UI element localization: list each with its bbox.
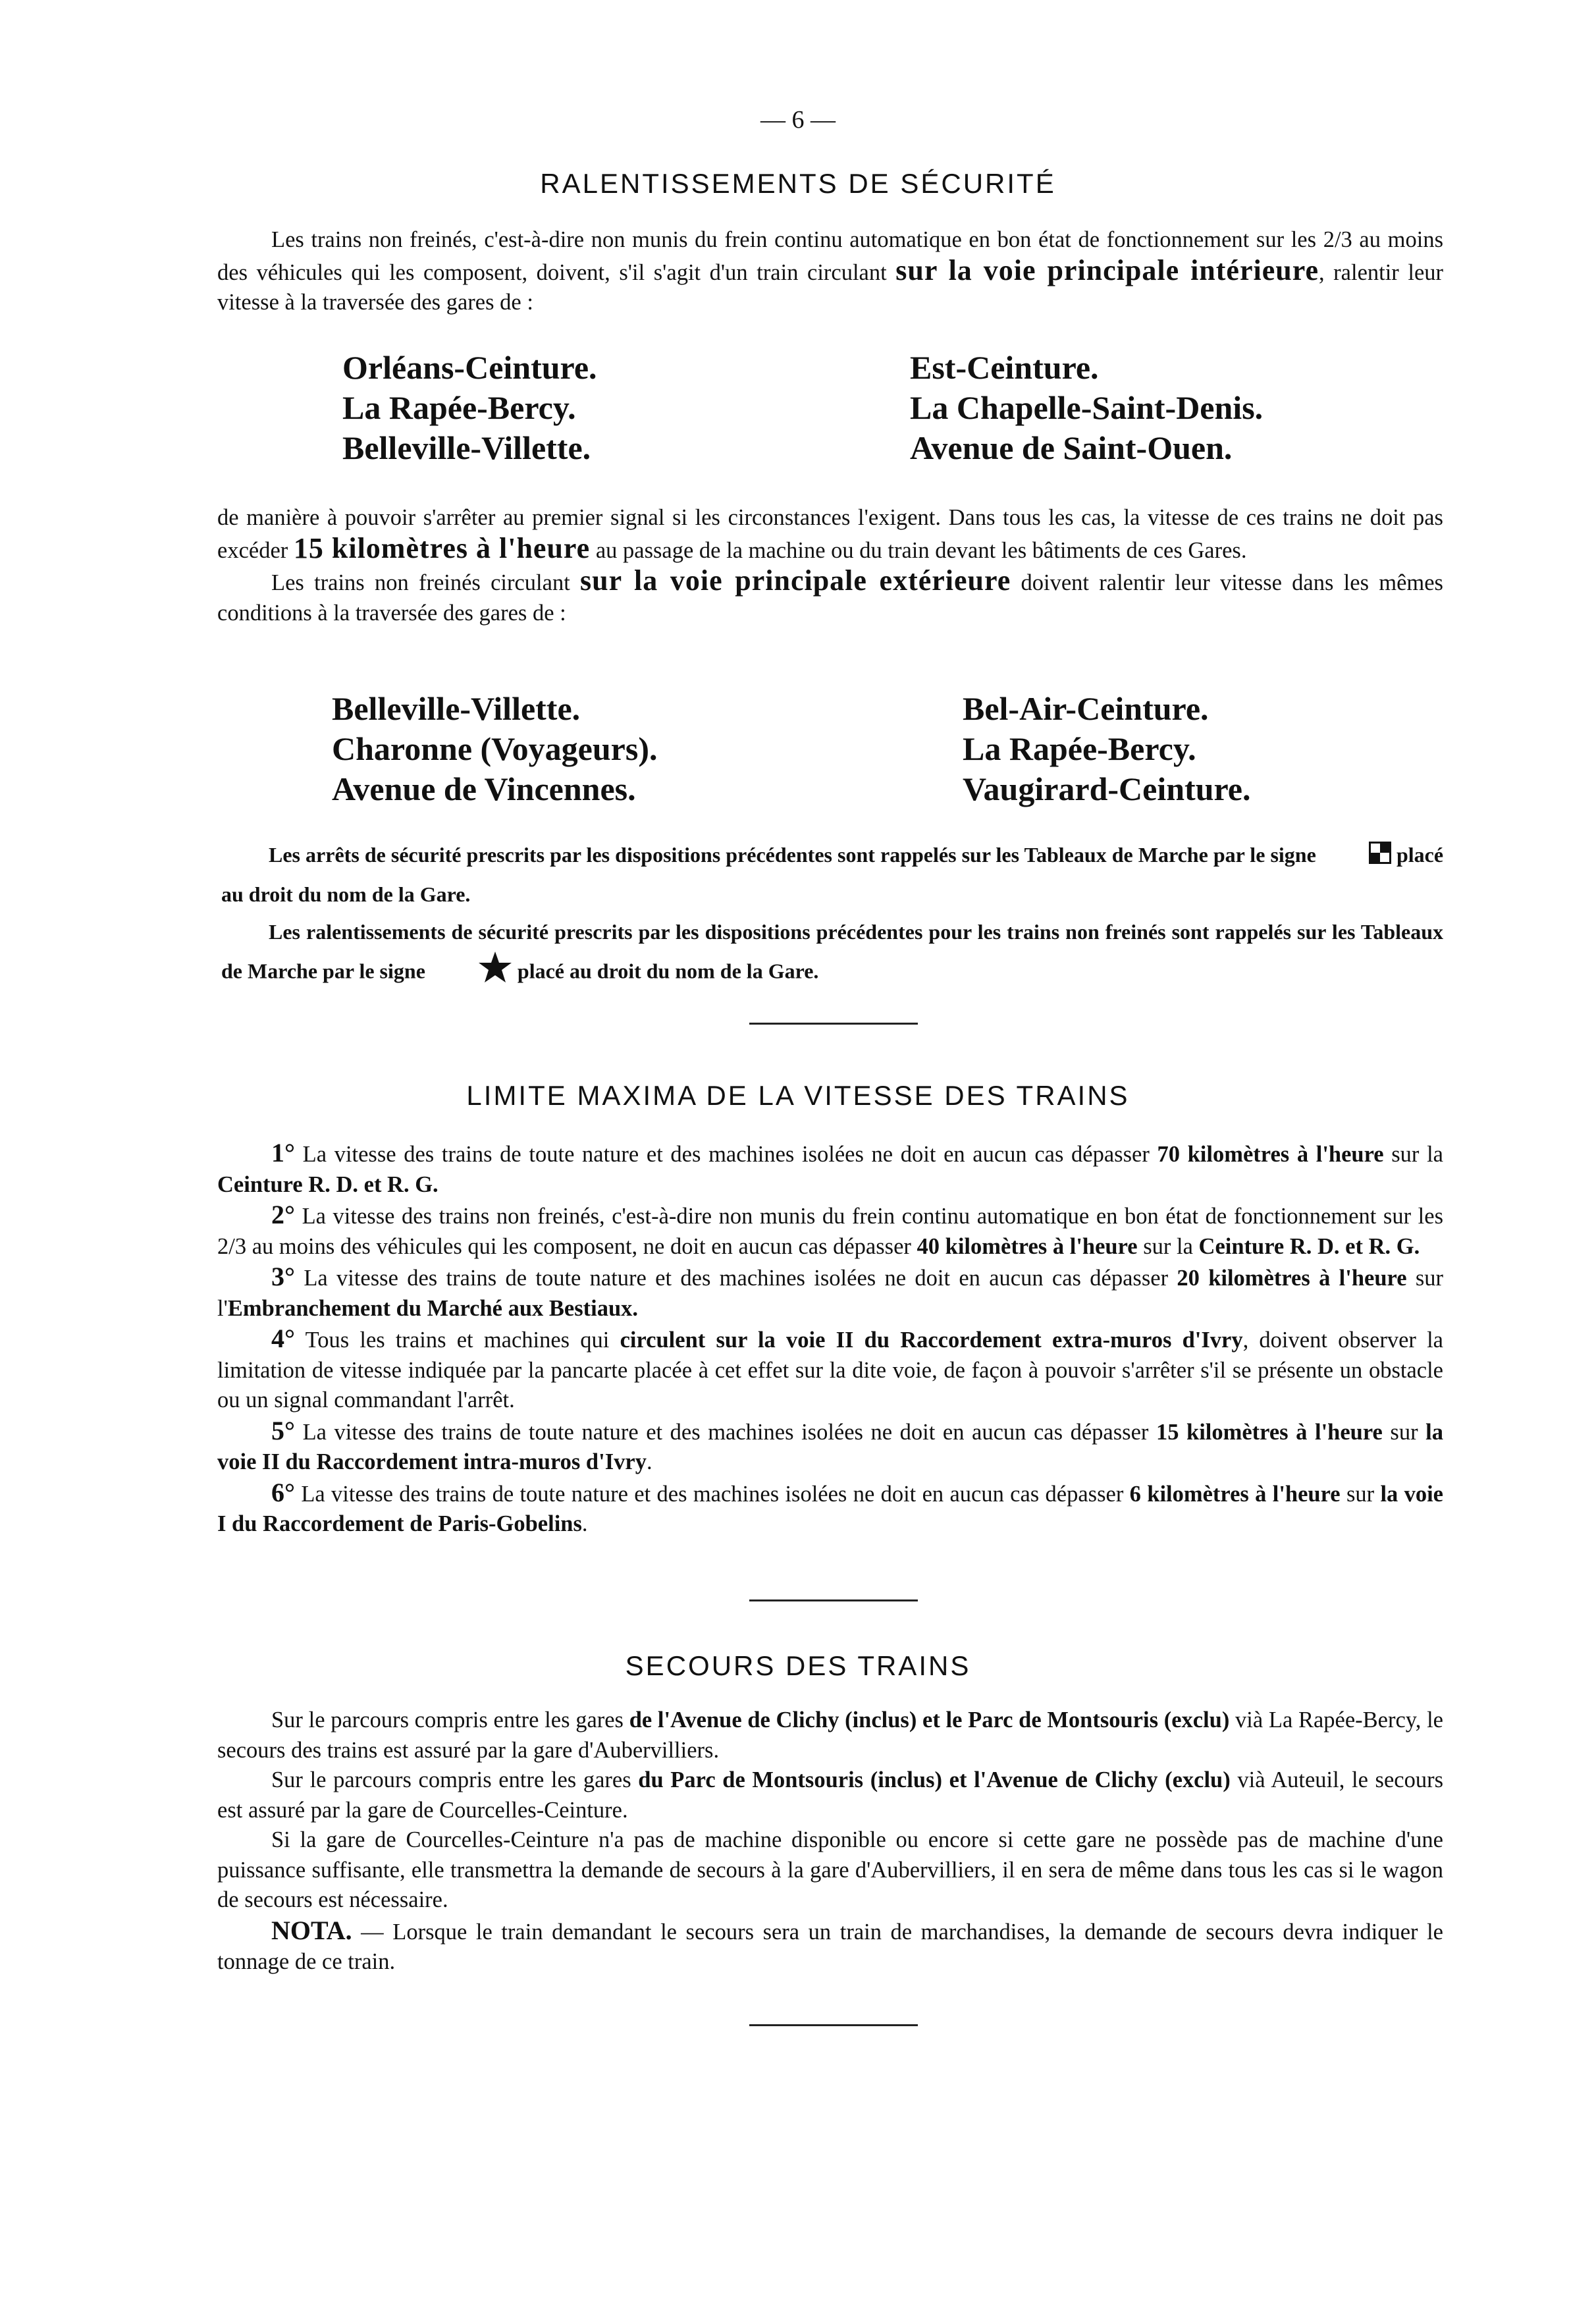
secours-body bbox=[217, 1706, 1443, 1977]
stations-exterieure-left bbox=[332, 689, 657, 809]
note1-text-start: Les arrêts de sécurité prescrits par les dispositions précédentes sont rappelés sur les Tableaux de Marche par le signe bbox=[269, 843, 1316, 867]
section-divider bbox=[749, 1023, 918, 1025]
secours-para-1: Sur le parcours compris entre les gares de l'Avenue de Clichy (inclus) et le Parc de Montsouris (exclu) vià La Rapée-Bercy, le secours des trains est assuré par la gare d'Aubervilliers. bbox=[217, 1707, 1443, 1763]
station-name: Est-Ceinture. bbox=[910, 349, 1099, 386]
limite-item-1: 1° La vitesse des trains de toute nature et des machines isolées ne doit en aucun cas dépasser 70 kilomètres à l'heure sur la Ceinture R. D. et R. G. bbox=[217, 1138, 1443, 1197]
station-name: La Rapée-Bercy. bbox=[342, 389, 576, 426]
checker-square-icon bbox=[1321, 838, 1391, 876]
para3-text-end: doivent ralentir leur vitesse dans les mêmes conditions à la traversée des gares de : bbox=[217, 570, 1443, 626]
station-name: Avenue de Saint-Ouen. bbox=[910, 429, 1233, 466]
para2-bold-speed: 15 kilomètres à l'heure bbox=[293, 531, 591, 564]
para3-text-start: Les trains non freinés circulant bbox=[271, 570, 581, 595]
secours-para-3: Si la gare de Courcelles-Ceinture n'a pas de machine disponible ou encore si cette gare ne possède pas de machine d'une puissance suffisante, elle transmettra la demande de secours à la gare d'Aubervilliers, il en sera de même dans tous les cas si le wagon de secours est nécessaire. bbox=[217, 1827, 1443, 1912]
stations-interieure-left bbox=[342, 348, 597, 468]
limite-item-4: 4° Tous les trains et machines qui circulent sur la voie II du Raccordement extra-muros d'Ivry, doivent observer la limitation de vitesse indiquée par la pancarte placée à cet effet sur la dite voie, de façon à pouvoir s'arrêter s'il se présente un obstacle ou un signal commandant l'arrêt. bbox=[217, 1324, 1443, 1412]
note2-text-start: Les ralentissements de sécurité prescrits par les dispositions précédentes pour les trains non freinés sont rappelés sur les Tableaux de Marche par le signe bbox=[221, 920, 1443, 983]
section-heading-limite: LIMITE MAXIMA DE LA VITESSE DES TRAINS bbox=[466, 1080, 1130, 1111]
secours-nota bbox=[217, 1916, 1443, 1977]
station-name: La Rapée-Bercy. bbox=[963, 730, 1196, 767]
limite-item-2: 2° La vitesse des trains non freinés, c'est-à-dire non munis du frein continu automatique en bon état de fonctionnement sur les 2/3 au moins des véhicules qui les composent, ne doit en aucun cas dépasser 40 kilomètres à l'heure sur la Ceinture R. D. et R. G. bbox=[217, 1200, 1443, 1259]
stations-exterieure-right bbox=[963, 689, 1251, 809]
section-divider bbox=[749, 1599, 918, 1601]
station-name: Avenue de Vincennes. bbox=[332, 770, 636, 807]
nota-label: NOTA. bbox=[271, 1915, 352, 1945]
intro-bold-track: sur la voie principale intérieure bbox=[895, 254, 1319, 286]
intro-text-end: , ralentir leur vitesse à la traversée des gares de : bbox=[217, 259, 1444, 315]
ralentissements-intro bbox=[217, 225, 1443, 318]
secours-para-2: Sur le parcours compris entre les gares du Parc de Montsouris (inclus) et l'Avenue de Clichy (exclu) vià Auteuil, le secours est assuré par la gare de Courcelles-Ceinture. bbox=[217, 1767, 1443, 1823]
page-number: — 6 — bbox=[760, 106, 836, 134]
station-name: Belleville-Villette. bbox=[342, 429, 591, 466]
station-name: La Chapelle-Saint-Denis. bbox=[910, 389, 1264, 426]
station-name: Orléans-Ceinture. bbox=[342, 349, 597, 386]
limite-item-5: 5° La vitesse des trains de toute nature et des machines isolées ne doit en aucun cas dépasser 15 kilomètres à l'heure sur la voie II du Raccordement intra-muros d'Ivry. bbox=[217, 1415, 1443, 1474]
para2-text-start: de manière à pouvoir s'arrêter au premier signal si les circonstances l'exigent. Dans tous les cas, la vitesse de ces trains ne doit pas excéder bbox=[217, 505, 1443, 563]
section-divider bbox=[749, 2024, 918, 2026]
limite-items bbox=[217, 1138, 1443, 1540]
limite-item-6: 6° La vitesse des trains de toute nature et des machines isolées ne doit en aucun cas dépasser 6 kilomètres à l'heure sur la voie I du Raccordement de Paris-Gobelins. bbox=[217, 1477, 1444, 1536]
section-heading-secours: SECOURS DES TRAINS bbox=[625, 1650, 971, 1681]
limite-item-3: 3° La vitesse des trains de toute nature et des machines isolées ne doit en aucun cas dépasser 20 kilomètres à l'heure sur l'Embranchement du Marché aux Bestiaux. bbox=[217, 1262, 1444, 1321]
note1-text-end: placé au droit du nom de la Gare. bbox=[221, 843, 1444, 907]
section-heading-ralentissements: RALENTISSEMENTS DE SÉCURITÉ bbox=[540, 168, 1056, 199]
star-icon bbox=[431, 951, 512, 996]
station-name: Vaugirard-Ceinture. bbox=[963, 770, 1251, 807]
note2-text-end: placé au droit du nom de la Gare. bbox=[517, 959, 819, 983]
intro-text-start: Les trains non freinés, c'est-à-dire non munis du frein continu automatique en bon état de fonctionnement sur les 2/3 au moins des véhicules qui les composent, doivent, s'il s'agit d'un train circulant bbox=[217, 227, 1443, 285]
station-name: Charonne (Voyageurs). bbox=[332, 730, 658, 767]
station-name: Belleville-Villette. bbox=[332, 690, 581, 727]
station-name: Bel-Air-Ceinture. bbox=[963, 690, 1209, 727]
para2-text-end: au passage de la machine ou du train devant les bâtiments de ces Gares. bbox=[590, 537, 1247, 563]
ralentissements-body bbox=[217, 503, 1443, 628]
ralentissements-notes bbox=[221, 836, 1443, 996]
nota-text: — Lorsque le train demandant le secours sera un train de marchandises, la demande de secours devra indiquer le tonnage de ce train. bbox=[217, 1919, 1443, 1974]
stations-interieure-right bbox=[910, 348, 1263, 468]
para3-bold-track: sur la voie principale extérieure bbox=[580, 564, 1011, 597]
